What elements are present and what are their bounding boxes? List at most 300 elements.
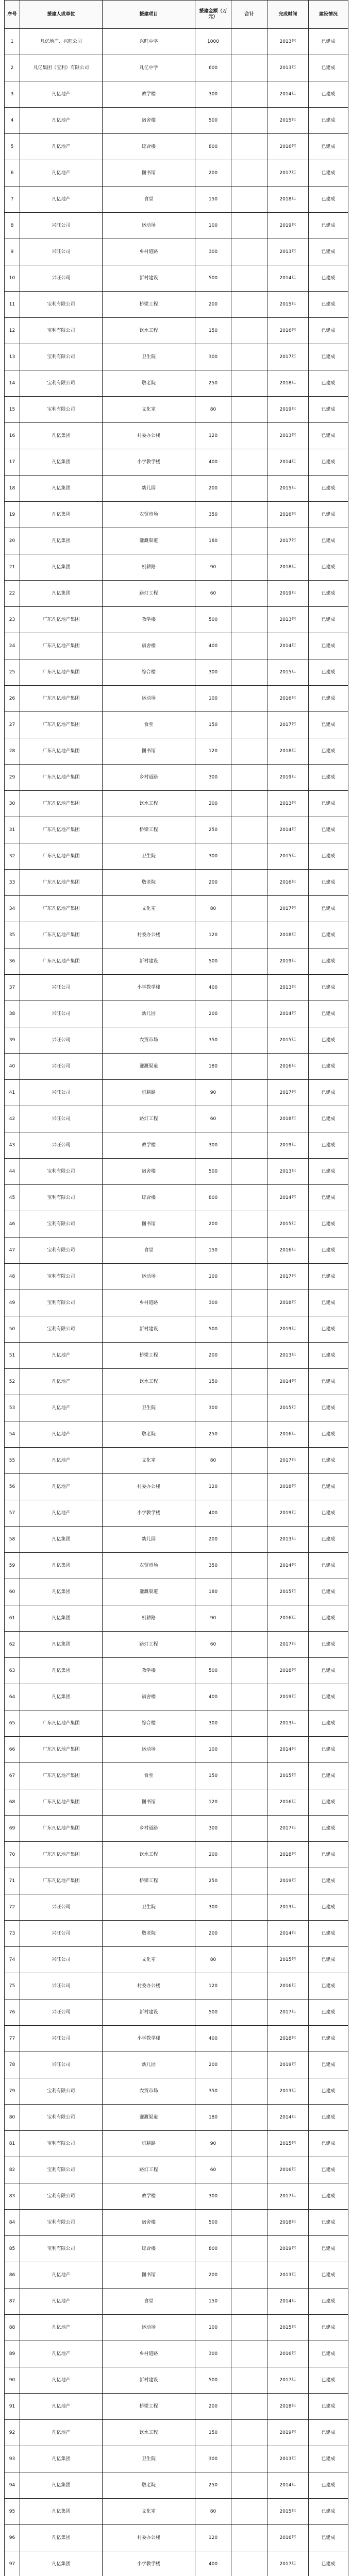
row-project: 文化室: [103, 896, 195, 922]
row-project: 卫生院: [103, 344, 195, 370]
row-amount: 300: [195, 2341, 231, 2367]
row-amount: 500: [195, 1159, 231, 1185]
header-amount: 援建金额（万元）: [195, 1, 231, 29]
row-completion-time: 2018年: [267, 2026, 309, 2052]
row-total: [231, 975, 267, 1001]
table-row: [5, 239, 348, 265]
row-project: 小学教学楼: [103, 2551, 195, 2576]
row-donor: 凡亿集团: [20, 1658, 103, 1684]
row-total: [231, 134, 267, 160]
row-project: 文化室: [103, 2499, 195, 2525]
row-total: [231, 1999, 267, 2026]
row-status: 已建成: [309, 2131, 348, 2157]
row-status: 已建成: [309, 187, 348, 213]
row-status: 已建成: [309, 1999, 348, 2026]
row-amount: 120: [195, 1973, 231, 1999]
row-project: 村委办公楼: [103, 1973, 195, 1999]
row-donor: 广东凡亿地产集团: [20, 1816, 103, 1842]
row-completion-time: 2014年: [267, 2472, 309, 2499]
row-completion-time: 2013年: [267, 1710, 309, 1737]
table-row: [5, 528, 348, 554]
row-status: 已建成: [309, 2472, 348, 2499]
row-completion-time: 2016年: [267, 870, 309, 896]
row-amount: 180: [195, 2105, 231, 2131]
row-project: 小学教学楼: [103, 975, 195, 1001]
row-donor: 宝利有限公司: [20, 2131, 103, 2157]
row-total: [231, 2499, 267, 2525]
row-completion-time: 2018年: [267, 1106, 309, 1132]
row-total: [231, 738, 267, 765]
row-status: 已建成: [309, 55, 348, 81]
row-status: 已建成: [309, 2078, 348, 2105]
row-index: 50: [5, 1316, 20, 1343]
row-total: [231, 1027, 267, 1054]
row-donor: 凡亿集团: [20, 476, 103, 502]
row-index: 84: [5, 2210, 20, 2236]
header-donor: 援建人或单位: [20, 1, 103, 29]
row-status: 已建成: [309, 2525, 348, 2551]
row-completion-time: 2015年: [267, 1579, 309, 1605]
row-amount: 150: [195, 2420, 231, 2446]
row-donor: 凡亿地产: [20, 1395, 103, 1421]
row-index: 97: [5, 2551, 20, 2576]
table-row: [5, 2551, 348, 2576]
table-row: [5, 265, 348, 292]
row-total: [231, 2446, 267, 2472]
table-row: [5, 765, 348, 791]
table-row: [5, 1421, 348, 1448]
row-status: 已建成: [309, 1921, 348, 1947]
row-project: 幼儿园: [103, 2052, 195, 2078]
row-donor: 广东凡亿地产集团: [20, 1868, 103, 1894]
row-amount: 400: [195, 633, 231, 659]
row-index: 34: [5, 896, 20, 922]
row-index: 32: [5, 843, 20, 870]
table-row: [5, 344, 348, 370]
table-row: [5, 1474, 348, 1500]
row-project: 路灯工程: [103, 1106, 195, 1132]
row-donor: 宝利有限公司: [20, 1316, 103, 1343]
row-amount: 300: [195, 2446, 231, 2472]
row-donor: 凡亿集团: [20, 1553, 103, 1579]
table-row: [5, 1500, 348, 1527]
table-row: [5, 1395, 348, 1421]
row-index: 31: [5, 817, 20, 843]
row-donor: 宝利有限公司: [20, 1185, 103, 1211]
row-amount: 150: [195, 1763, 231, 1789]
table-row: [5, 1789, 348, 1816]
row-total: [231, 1894, 267, 1921]
row-status: 已建成: [309, 344, 348, 370]
row-amount: 60: [195, 1106, 231, 1132]
row-completion-time: 2017年: [267, 1632, 309, 1658]
row-donor: 宝利有限公司: [20, 292, 103, 318]
row-donor: 凡亿地产: [20, 2367, 103, 2394]
row-status: 已建成: [309, 1527, 348, 1553]
table-row: [5, 712, 348, 738]
row-donor: 兴旺公司: [20, 1973, 103, 1999]
row-project: 食堂: [103, 1763, 195, 1789]
row-status: 已建成: [309, 1894, 348, 1921]
row-total: [231, 1474, 267, 1500]
row-status: 已建成: [309, 922, 348, 948]
row-amount: 400: [195, 2026, 231, 2052]
row-donor: 宝利有限公司: [20, 1211, 103, 1238]
row-index: 37: [5, 975, 20, 1001]
row-index: 57: [5, 1500, 20, 1527]
row-amount: 250: [195, 817, 231, 843]
table-row: [5, 1553, 348, 1579]
header-index: 序号: [5, 1, 20, 29]
row-index: 20: [5, 528, 20, 554]
header-status: 建设情况: [309, 1, 348, 29]
row-completion-time: 2017年: [267, 160, 309, 187]
row-amount: 150: [195, 712, 231, 738]
row-status: 已建成: [309, 2183, 348, 2210]
row-amount: 300: [195, 239, 231, 265]
row-completion-time: 2018年: [267, 1290, 309, 1316]
row-total: [231, 2157, 267, 2183]
table-row: [5, 1054, 348, 1080]
row-status: 已建成: [309, 476, 348, 502]
row-total: [231, 1159, 267, 1185]
table-row: [5, 2183, 348, 2210]
row-total: [231, 187, 267, 213]
row-donor: 宝利有限公司: [20, 1238, 103, 1264]
row-amount: 200: [195, 2394, 231, 2420]
table-row: [5, 370, 348, 397]
row-total: [231, 2341, 267, 2367]
row-project: 桥梁工程: [103, 292, 195, 318]
row-project: 桥梁工程: [103, 1343, 195, 1369]
row-donor: 广东凡亿地产集团: [20, 1737, 103, 1763]
row-index: 70: [5, 1842, 20, 1868]
row-donor: 凡亿地产: [20, 187, 103, 213]
row-donor: 凡亿地产: [20, 1448, 103, 1474]
row-total: [231, 1684, 267, 1710]
row-total: [231, 2289, 267, 2315]
row-total: [231, 581, 267, 607]
row-amount: 150: [195, 2289, 231, 2315]
row-donor: 兴旺公司: [20, 1947, 103, 1973]
row-total: [231, 344, 267, 370]
row-index: 86: [5, 2262, 20, 2289]
table-body: [5, 29, 348, 2576]
table-row: [5, 2236, 348, 2262]
row-donor: 凡亿地产: [20, 2289, 103, 2315]
row-status: 已建成: [309, 2420, 348, 2446]
row-completion-time: 2018年: [267, 554, 309, 581]
row-amount: 300: [195, 81, 231, 108]
row-index: 24: [5, 633, 20, 659]
row-donor: 凡亿集团: [20, 554, 103, 581]
table-row: [5, 896, 348, 922]
row-completion-time: 2015年: [267, 2131, 309, 2157]
table-row: [5, 1211, 348, 1238]
row-index: 80: [5, 2105, 20, 2131]
row-completion-time: 2016年: [267, 2157, 309, 2183]
row-completion-time: 2015年: [267, 843, 309, 870]
table-row: [5, 1894, 348, 1921]
row-index: 54: [5, 1421, 20, 1448]
row-project: 村委办公楼: [103, 922, 195, 948]
row-total: [231, 2026, 267, 2052]
row-completion-time: 2014年: [267, 817, 309, 843]
table-row: [5, 1999, 348, 2026]
row-amount: 200: [195, 1211, 231, 1238]
row-total: [231, 108, 267, 134]
row-status: 已建成: [309, 292, 348, 318]
table-row: [5, 1290, 348, 1316]
row-total: [231, 1080, 267, 1106]
row-index: 55: [5, 1448, 20, 1474]
row-project: 食堂: [103, 1238, 195, 1264]
table-row: [5, 1632, 348, 1658]
row-project: 农贸市场: [103, 2078, 195, 2105]
row-index: 44: [5, 1159, 20, 1185]
row-status: 已建成: [309, 1737, 348, 1763]
row-amount: 400: [195, 449, 231, 476]
table-row: [5, 2157, 348, 2183]
row-total: [231, 1316, 267, 1343]
row-status: 已建成: [309, 1684, 348, 1710]
row-status: 已建成: [309, 2026, 348, 2052]
row-project: 村委办公楼: [103, 2525, 195, 2551]
row-index: 13: [5, 344, 20, 370]
row-completion-time: 2016年: [267, 1973, 309, 1999]
row-donor: 凡亿集团: [20, 1579, 103, 1605]
row-status: 已建成: [309, 1290, 348, 1316]
table-row: [5, 659, 348, 686]
row-project: 宿舍楼: [103, 1159, 195, 1185]
row-total: [231, 397, 267, 423]
table-row: [5, 1159, 348, 1185]
row-total: [231, 449, 267, 476]
row-project: 机耕路: [103, 2131, 195, 2157]
row-status: 已建成: [309, 1343, 348, 1369]
row-project: 路灯工程: [103, 2157, 195, 2183]
row-total: [231, 423, 267, 449]
table-row: [5, 1106, 348, 1132]
row-status: 已建成: [309, 370, 348, 397]
row-total: [231, 55, 267, 81]
row-total: [231, 2078, 267, 2105]
row-status: 已建成: [309, 2157, 348, 2183]
row-amount: 150: [195, 318, 231, 344]
row-amount: 500: [195, 2367, 231, 2394]
table-row: [5, 1027, 348, 1054]
row-project: 敬老院: [103, 870, 195, 896]
table-row: [5, 817, 348, 843]
row-amount: 500: [195, 265, 231, 292]
row-amount: 200: [195, 1343, 231, 1369]
header-total: 合计: [231, 1, 267, 29]
row-total: [231, 2367, 267, 2394]
row-total: [231, 1605, 267, 1632]
row-index: 61: [5, 1605, 20, 1632]
row-status: 已建成: [309, 1605, 348, 1632]
table-row: [5, 29, 348, 55]
row-status: 已建成: [309, 765, 348, 791]
row-index: 64: [5, 1684, 20, 1710]
table-row: [5, 1710, 348, 1737]
row-index: 59: [5, 1553, 20, 1579]
row-index: 72: [5, 1894, 20, 1921]
row-status: 已建成: [309, 1868, 348, 1894]
row-project: 敬老院: [103, 1921, 195, 1947]
row-project: 路灯工程: [103, 1632, 195, 1658]
row-index: 4: [5, 108, 20, 134]
table-row: [5, 1737, 348, 1763]
table-row: [5, 1527, 348, 1553]
table-row: [5, 134, 348, 160]
table-row: [5, 948, 348, 975]
table-row: [5, 1842, 348, 1868]
table-row: [5, 2341, 348, 2367]
row-index: 89: [5, 2341, 20, 2367]
row-total: [231, 1921, 267, 1947]
row-status: 已建成: [309, 738, 348, 765]
row-donor: 凡亿集团: [20, 1605, 103, 1632]
row-amount: 200: [195, 292, 231, 318]
row-index: 43: [5, 1132, 20, 1159]
row-donor: 凡亿地产: [20, 134, 103, 160]
row-index: 25: [5, 659, 20, 686]
row-status: 已建成: [309, 948, 348, 975]
row-completion-time: 2016年: [267, 2525, 309, 2551]
row-total: [231, 160, 267, 187]
row-project: 新村建设: [103, 265, 195, 292]
row-index: 2: [5, 55, 20, 81]
row-completion-time: 2017年: [267, 1816, 309, 1842]
table-row: [5, 1080, 348, 1106]
table-row: [5, 2052, 348, 2078]
row-index: 10: [5, 265, 20, 292]
row-project: 教学楼: [103, 607, 195, 633]
table-row: [5, 791, 348, 817]
row-index: 21: [5, 554, 20, 581]
row-project: 机耕路: [103, 1080, 195, 1106]
row-completion-time: 2019年: [267, 1684, 309, 1710]
row-completion-time: 2017年: [267, 712, 309, 738]
row-completion-time: 2017年: [267, 2367, 309, 2394]
row-amount: 100: [195, 1264, 231, 1290]
row-status: 已建成: [309, 2236, 348, 2262]
row-index: 87: [5, 2289, 20, 2315]
table-row: [5, 292, 348, 318]
row-total: [231, 1632, 267, 1658]
row-total: [231, 1973, 267, 1999]
row-completion-time: 2017年: [267, 528, 309, 554]
row-status: 已建成: [309, 1316, 348, 1343]
row-donor: 广东凡亿地产集团: [20, 659, 103, 686]
row-completion-time: 2016年: [267, 502, 309, 528]
row-donor: 兴旺公司: [20, 213, 103, 239]
row-completion-time: 2018年: [267, 1474, 309, 1500]
row-total: [231, 870, 267, 896]
row-index: 82: [5, 2157, 20, 2183]
row-donor: 凡亿集团: [20, 528, 103, 554]
row-status: 已建成: [309, 1421, 348, 1448]
row-amount: 1000: [195, 29, 231, 55]
row-donor: 兴旺公司: [20, 1027, 103, 1054]
row-status: 已建成: [309, 712, 348, 738]
row-project: 桥梁工程: [103, 2394, 195, 2420]
row-amount: 500: [195, 948, 231, 975]
row-amount: 100: [195, 213, 231, 239]
row-project: 卫生院: [103, 2446, 195, 2472]
row-total: [231, 265, 267, 292]
row-project: 饮水工程: [103, 791, 195, 817]
row-donor: 凡亿集团: [20, 1527, 103, 1553]
row-amount: 200: [195, 476, 231, 502]
row-total: [231, 476, 267, 502]
row-status: 已建成: [309, 1500, 348, 1527]
table-row: [5, 81, 348, 108]
table-row: [5, 2420, 348, 2446]
table-row: [5, 1264, 348, 1290]
row-index: 15: [5, 397, 20, 423]
table-row: [5, 55, 348, 81]
row-project: 饮水工程: [103, 318, 195, 344]
row-project: 乡村道路: [103, 765, 195, 791]
row-index: 52: [5, 1369, 20, 1395]
row-status: 已建成: [309, 2499, 348, 2525]
row-status: 已建成: [309, 554, 348, 581]
header-project: 援建项目: [103, 1, 195, 29]
row-index: 49: [5, 1290, 20, 1316]
row-completion-time: 2016年: [267, 686, 309, 712]
row-status: 已建成: [309, 502, 348, 528]
row-donor: 凡亿集团: [20, 423, 103, 449]
table-row: [5, 2210, 348, 2236]
row-status: 已建成: [309, 160, 348, 187]
row-total: [231, 1369, 267, 1395]
row-status: 已建成: [309, 975, 348, 1001]
row-amount: 100: [195, 1737, 231, 1763]
row-amount: 300: [195, 1132, 231, 1159]
row-donor: 广东凡亿地产集团: [20, 896, 103, 922]
row-completion-time: 2017年: [267, 1264, 309, 1290]
row-completion-time: 2014年: [267, 1369, 309, 1395]
row-total: [231, 1421, 267, 1448]
row-donor: 凡亿地产: [20, 2394, 103, 2420]
row-index: 12: [5, 318, 20, 344]
row-completion-time: 2019年: [267, 1868, 309, 1894]
row-status: 已建成: [309, 134, 348, 160]
row-donor: 广东凡亿地产集团: [20, 791, 103, 817]
row-donor: 凡亿集团: [20, 449, 103, 476]
row-donor: 广东凡亿地产集团: [20, 738, 103, 765]
row-index: 16: [5, 423, 20, 449]
row-status: 已建成: [309, 1448, 348, 1474]
row-total: [231, 1816, 267, 1842]
row-status: 已建成: [309, 2394, 348, 2420]
row-completion-time: 2013年: [267, 975, 309, 1001]
row-status: 已建成: [309, 1816, 348, 1842]
row-status: 已建成: [309, 528, 348, 554]
row-project: 桥梁工程: [103, 1868, 195, 1894]
row-status: 已建成: [309, 2210, 348, 2236]
row-amount: 500: [195, 108, 231, 134]
row-amount: 80: [195, 1947, 231, 1973]
row-completion-time: 2015年: [267, 659, 309, 686]
row-completion-time: 2019年: [267, 2420, 309, 2446]
row-completion-time: 2017年: [267, 1448, 309, 1474]
row-project: 乡村道路: [103, 1290, 195, 1316]
row-index: 46: [5, 1211, 20, 1238]
row-status: 已建成: [309, 1185, 348, 1211]
